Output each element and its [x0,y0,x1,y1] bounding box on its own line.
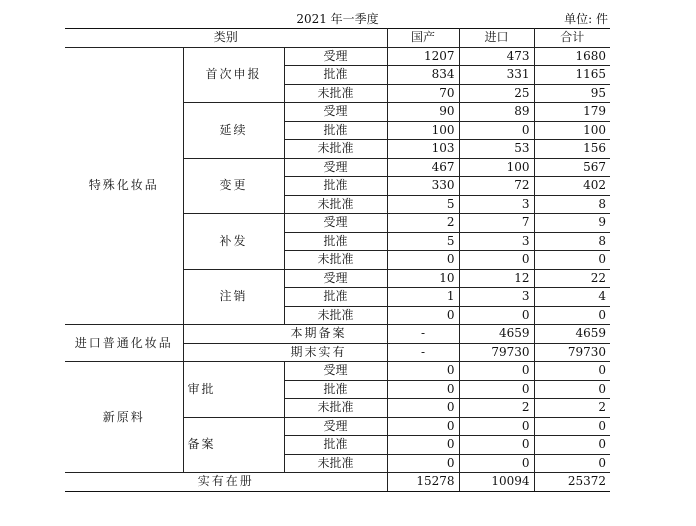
total-value: 8 [534,195,610,214]
total-value: 2 [534,399,610,418]
total-value: 100 [534,121,610,140]
status-label: 未批准 [284,195,387,214]
domestic-value: 0 [387,380,459,399]
status-label: 批准 [284,232,387,251]
imported-value: 72 [459,177,534,196]
status-label: 批准 [284,177,387,196]
subcategory-label: 延续 [183,103,284,159]
subcategory-label: 变更 [183,158,284,214]
domestic-value: 1207 [387,47,459,66]
total-value: 0 [534,380,610,399]
section-special-cosmetics: 特殊化妆品 [65,47,183,325]
subcategory-label: 首次申报 [183,47,284,103]
imported-value: 0 [459,306,534,325]
imported-value: 0 [459,380,534,399]
imported-value: 0 [459,362,534,381]
section-imported-ordinary: 进口普通化妆品 [65,325,183,362]
domestic-value: - [387,325,459,344]
imported-value: 25 [459,84,534,103]
domestic-value: 467 [387,158,459,177]
total-value: 25372 [534,473,610,492]
status-label: 批准 [284,380,387,399]
status-label: 受理 [284,362,387,381]
status-label: 受理 [284,214,387,233]
status-label: 受理 [284,269,387,288]
table-caption [65,10,610,28]
table-row [65,362,610,381]
imported-value: 79730 [459,343,534,362]
total-value: 0 [534,362,610,381]
section-new-raw-materials: 新原料 [65,362,183,473]
total-value: 567 [534,158,610,177]
domestic-value: 0 [387,436,459,455]
domestic-value: 330 [387,177,459,196]
status-label: 未批准 [284,399,387,418]
total-value: 156 [534,140,610,159]
imported-value: 331 [459,66,534,85]
imported-value: 3 [459,288,534,307]
status-label: 批准 [284,121,387,140]
total-value: 22 [534,269,610,288]
status-label: 批准 [284,288,387,307]
table-row [65,47,610,66]
header-imported: 进口 [459,29,534,48]
total-value: 4659 [534,325,610,344]
imported-value: 3 [459,232,534,251]
unit-label: 单位: 件 [564,12,608,26]
registered-total-row [65,473,610,492]
domestic-value: 10 [387,269,459,288]
total-value: 1165 [534,66,610,85]
imported-value: 0 [459,121,534,140]
subcategory-label: 注销 [183,269,284,325]
status-label: 批准 [284,66,387,85]
status-label: 期末实有 [183,343,387,362]
imported-value: 0 [459,454,534,473]
domestic-value: 0 [387,362,459,381]
status-label: 未批准 [284,454,387,473]
statistics-table [65,28,610,492]
imported-value: 10094 [459,473,534,492]
imported-value: 0 [459,417,534,436]
total-value: 9 [534,214,610,233]
domestic-value: 5 [387,232,459,251]
total-value: 179 [534,103,610,122]
subcategory-label: 审批 [183,362,284,418]
domestic-value: 0 [387,251,459,270]
imported-value: 89 [459,103,534,122]
status-label: 批准 [284,436,387,455]
status-label: 本期备案 [183,325,387,344]
domestic-value: 1 [387,288,459,307]
status-label: 未批准 [284,140,387,159]
domestic-value: 5 [387,195,459,214]
total-value: 1680 [534,47,610,66]
domestic-value: 90 [387,103,459,122]
total-value: 4 [534,288,610,307]
domestic-value: 70 [387,84,459,103]
status-label: 未批准 [284,84,387,103]
domestic-value: - [387,343,459,362]
imported-value: 53 [459,140,534,159]
status-label: 未批准 [284,306,387,325]
header-domestic: 国产 [387,29,459,48]
total-value: 95 [534,84,610,103]
status-label: 受理 [284,417,387,436]
imported-value: 473 [459,47,534,66]
status-label: 受理 [284,47,387,66]
table-title: 2021 年一季度 [296,12,379,26]
domestic-value: 2 [387,214,459,233]
total-value: 0 [534,436,610,455]
subcategory-label: 补发 [183,214,284,270]
imported-value: 7 [459,214,534,233]
total-value: 0 [534,454,610,473]
domestic-value: 0 [387,454,459,473]
total-value: 402 [534,177,610,196]
domestic-value: 103 [387,140,459,159]
status-label: 受理 [284,158,387,177]
status-label: 未批准 [284,251,387,270]
imported-value: 0 [459,251,534,270]
total-value: 0 [534,251,610,270]
total-value: 0 [534,417,610,436]
domestic-value: 0 [387,399,459,418]
imported-value: 100 [459,158,534,177]
imported-value: 2 [459,399,534,418]
domestic-value: 0 [387,306,459,325]
table-header-row [65,29,610,48]
status-label: 受理 [284,103,387,122]
subcategory-label: 备案 [183,417,284,473]
imported-value: 3 [459,195,534,214]
total-value: 8 [534,232,610,251]
domestic-value: 100 [387,121,459,140]
imported-value: 0 [459,436,534,455]
header-total: 合计 [534,29,610,48]
header-category: 类别 [65,29,387,48]
domestic-value: 15278 [387,473,459,492]
domestic-value: 834 [387,66,459,85]
table-row [65,325,610,344]
imported-value: 12 [459,269,534,288]
imported-value: 4659 [459,325,534,344]
total-value: 0 [534,306,610,325]
registered-label: 实有在册 [65,473,387,492]
total-value: 79730 [534,343,610,362]
domestic-value: 0 [387,417,459,436]
